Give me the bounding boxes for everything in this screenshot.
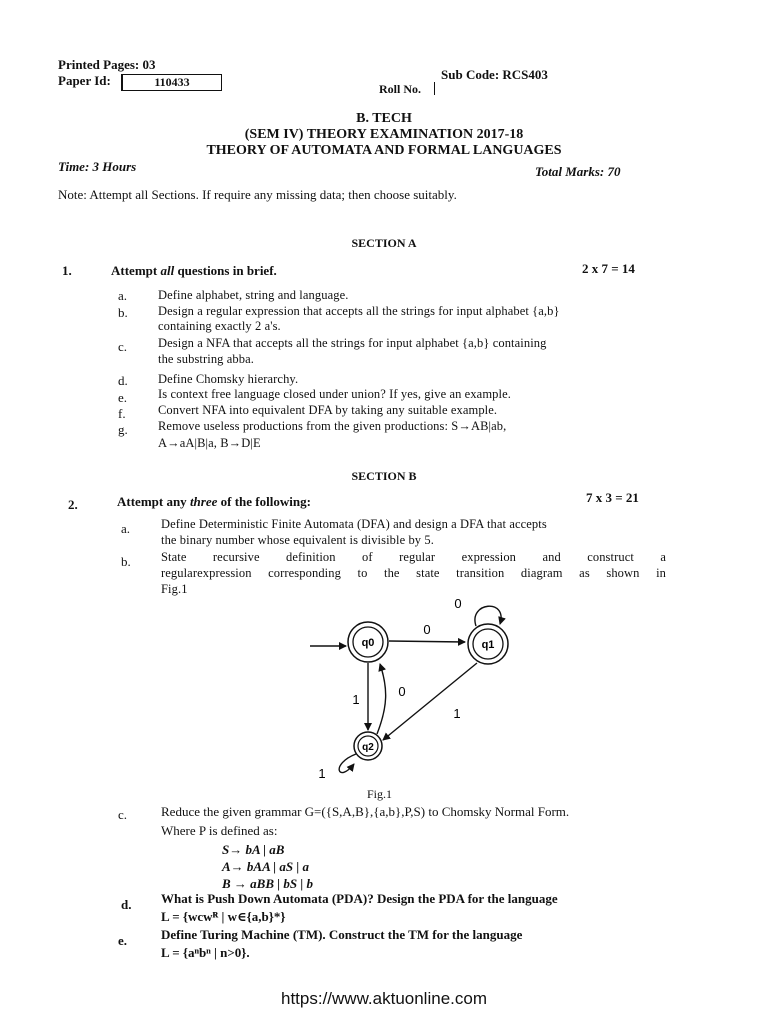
title-program: B. TECH <box>356 111 412 126</box>
q2-item-label: a. <box>121 521 131 536</box>
roll-no-box <box>434 82 435 95</box>
q2-instruction: Attempt any three of the following: <box>117 494 311 509</box>
q2-number: 2. <box>68 497 78 512</box>
q1-item-text: Define Chomsky hierarchy. <box>158 372 299 386</box>
q2-item-label: e. <box>118 933 128 948</box>
q1-item-text: containing exactly 2 a's. <box>158 319 281 333</box>
edge-q2-self-label: 1 <box>318 766 326 781</box>
q2-item-label: c. <box>118 807 128 822</box>
q1-instruction: Attempt all questions in brief. <box>111 263 277 278</box>
q1-item-label: d. <box>118 373 128 388</box>
sub-code: Sub Code: RCS403 <box>441 67 548 82</box>
q1-marks: 2 x 7 = 14 <box>582 261 635 276</box>
grammar-rule: B → aBB | bS | b <box>222 876 313 891</box>
edge-q2-q0-label: 0 <box>398 684 406 699</box>
footer-url[interactable]: https://www.aktuonline.com <box>281 989 487 1008</box>
q2-item-text: Define Deterministic Finite Automata (DFA) and design a DFA that accepts <box>161 517 547 531</box>
q2-item-text: State recursive definition of regular expression and construct a <box>161 550 666 564</box>
q2-item-text: Where P is defined as: <box>161 823 278 838</box>
q2-item-text: Define Turing Machine (TM). Construct the TM for the language <box>161 927 523 942</box>
edge-q1-self-label: 0 <box>454 596 462 611</box>
q2-item-label: d. <box>121 897 132 912</box>
edge-q0-q1-label: 0 <box>423 622 431 637</box>
q1-item-label: e. <box>118 390 128 405</box>
edge-q1-q2-label: 1 <box>453 706 461 721</box>
state-q1 <box>468 624 508 664</box>
section-b-heading: SECTION B <box>351 469 417 483</box>
q2-item-text: the binary number whose equivalent is divisible by 5. <box>161 533 434 547</box>
grammar-rule: S→ bA | aB <box>222 842 285 857</box>
title-subject: THEORY OF AUTOMATA AND FORMAL LANGUAGES <box>206 143 562 158</box>
q1-item-label: c. <box>118 339 128 354</box>
paper-id-box: 110433 <box>121 74 222 91</box>
q2-item-text: Reduce the given grammar G=({S,A,B},{a,b},P,S) to Chomsky Normal Form. <box>161 804 570 819</box>
printed-pages: Printed Pages: 03 <box>58 57 156 72</box>
q2-item-text: L = {wcwᴿ | w∈{a,b}*} <box>161 909 286 924</box>
state-q2 <box>354 732 382 760</box>
title-exam: (SEM IV) THEORY EXAMINATION 2017-18 <box>244 127 524 142</box>
q1-item-label: g. <box>118 422 128 437</box>
edge-q1-self <box>475 606 501 626</box>
edge-q1-q2 <box>383 663 477 740</box>
state-q0 <box>348 622 388 662</box>
state-transition-diagram <box>300 588 540 788</box>
q1-number: 1. <box>62 263 72 278</box>
q1-item-text: Define alphabet, string and language. <box>158 288 349 302</box>
time-allowed: Time: 3 Hours <box>58 159 137 174</box>
state-q1-label: q1 <box>481 639 495 651</box>
q1-item-text: A→aA|B|a, B→D|E <box>158 436 261 450</box>
q1-item-text: Is context free language closed under union? If yes, give an example. <box>158 387 511 401</box>
section-a-heading: SECTION A <box>351 236 417 250</box>
note: Note: Attempt all Sections. If require any missing data; then choose suitably. <box>58 187 457 202</box>
q1-item-label: a. <box>118 288 128 303</box>
state-q0-label: q0 <box>361 637 375 649</box>
q2-item-text: What is Push Down Automata (PDA)? Design the PDA for the language <box>161 891 558 906</box>
roll-no: Roll No. <box>379 82 421 96</box>
q2-item-text: Fig.1 <box>161 582 188 596</box>
q1-item-text: the substring abba. <box>158 352 254 366</box>
grammar-rule: A→ bAA | aS | a <box>222 859 310 874</box>
q1-item-text: Design a regular expression that accepts all the strings for input alphabet {a,b} <box>158 304 560 318</box>
q1-item-text: Remove useless productions from the given productions: S→AB|ab, <box>158 419 507 433</box>
figure-caption: Fig.1 <box>367 787 393 801</box>
q2-item-text: L = {aⁿbⁿ | n>0}. <box>161 945 250 960</box>
q1-item-text: Design a NFA that accepts all the strings for input alphabet {a,b} containing <box>158 336 547 350</box>
total-marks: Total Marks: 70 <box>535 164 621 179</box>
edge-q2-self <box>339 754 356 773</box>
q2-item-label: b. <box>121 554 131 569</box>
q1-item-label: b. <box>118 305 128 320</box>
paper-id-label: Paper Id: <box>58 73 111 88</box>
edge-q2-q0 <box>377 664 386 734</box>
q1-item-text: Convert NFA into equivalent DFA by taking any suitable example. <box>158 403 498 417</box>
q2-item-text: regularexpression corresponding to the state transition diagram as shown in <box>161 566 666 580</box>
edge-q0-q2-label: 1 <box>352 692 360 707</box>
q2-marks: 7 x 3 = 21 <box>586 490 639 505</box>
q1-item-label: f. <box>118 406 126 421</box>
edge-q0-q1 <box>389 641 465 642</box>
state-q2-label: q2 <box>362 742 374 753</box>
